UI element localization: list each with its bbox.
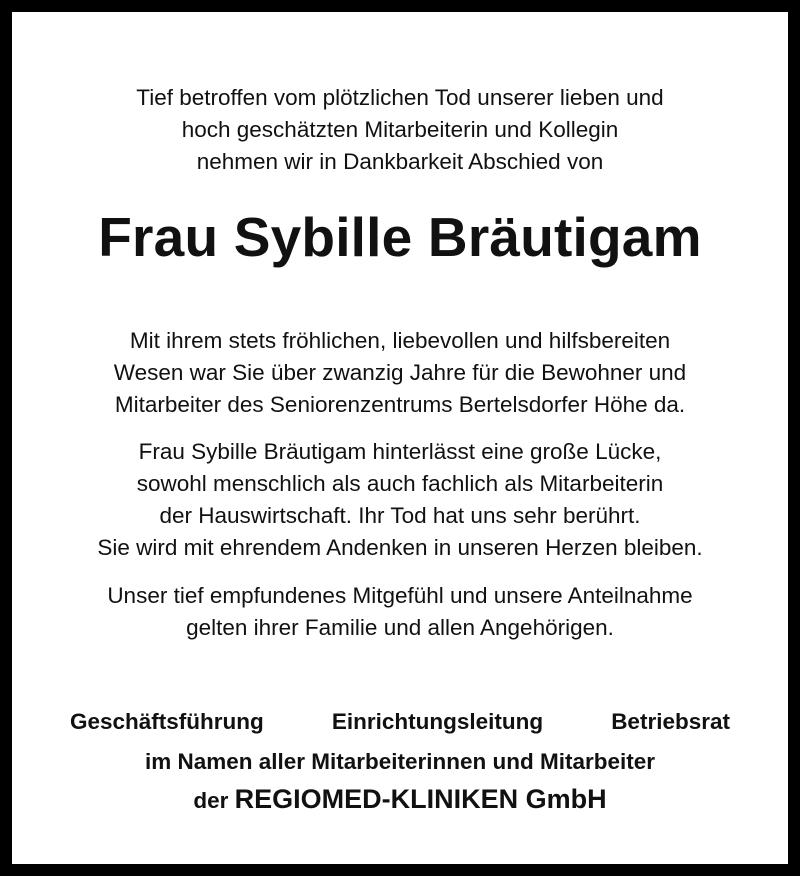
- signer-works-council: Betriebsrat: [611, 709, 730, 734]
- company-prefix: der: [193, 788, 229, 813]
- paragraph-line: gelten ihrer Familie und allen Angehörigen.: [186, 615, 614, 640]
- company-line: [32, 782, 768, 818]
- signers-row: [70, 705, 730, 739]
- on-behalf-line: im Namen aller Mitarbeiterinnen und Mitarbeiter: [144, 749, 656, 774]
- company-name: REGIOMED-KLINIKEN GmbH: [234, 784, 607, 814]
- signer-management: Geschäftsführung: [70, 709, 264, 734]
- paragraph-line: Mit ihrem stets fröhlichen, liebevollen und hilfsbereiten: [129, 328, 671, 353]
- tribute-paragraph: [32, 436, 768, 564]
- deceased-name: Frau Sybille Bräutigam: [98, 206, 702, 268]
- intro-line: hoch geschätzten Mitarbeiterin und Kollegin: [181, 117, 619, 142]
- paragraph-line: der Hauswirtschaft. Ihr Tod hat uns sehr berührt.: [159, 503, 641, 528]
- paragraph-line: Mitarbeiter des Seniorenzentrums Bertelsdorfer Höhe da.: [114, 392, 686, 417]
- signer-facility-management: Einrichtungsleitung: [331, 709, 544, 734]
- tribute-paragraph: [32, 325, 768, 421]
- paragraph-line: sowohl menschlich als auch fachlich als Mitarbeiterin: [136, 471, 664, 496]
- paragraph-line: Frau Sybille Bräutigam hinterlässt eine große Lücke,: [138, 439, 662, 464]
- paragraph-line: Wesen war Sie über zwanzig Jahre für die Bewohner und: [113, 360, 687, 385]
- intro-line: Tief betroffen vom plötzlichen Tod unserer lieben und: [136, 85, 664, 110]
- condolence-paragraph: [32, 580, 768, 644]
- intro-line: nehmen wir in Dankbarkeit Abschied von: [196, 149, 604, 174]
- paragraph-line: Sie wird mit ehrendem Andenken in unseren Herzen bleiben.: [97, 535, 703, 560]
- intro-text: [32, 82, 768, 178]
- paragraph-line: Unser tief empfundenes Mitgefühl und unsere Anteilnahme: [107, 583, 693, 608]
